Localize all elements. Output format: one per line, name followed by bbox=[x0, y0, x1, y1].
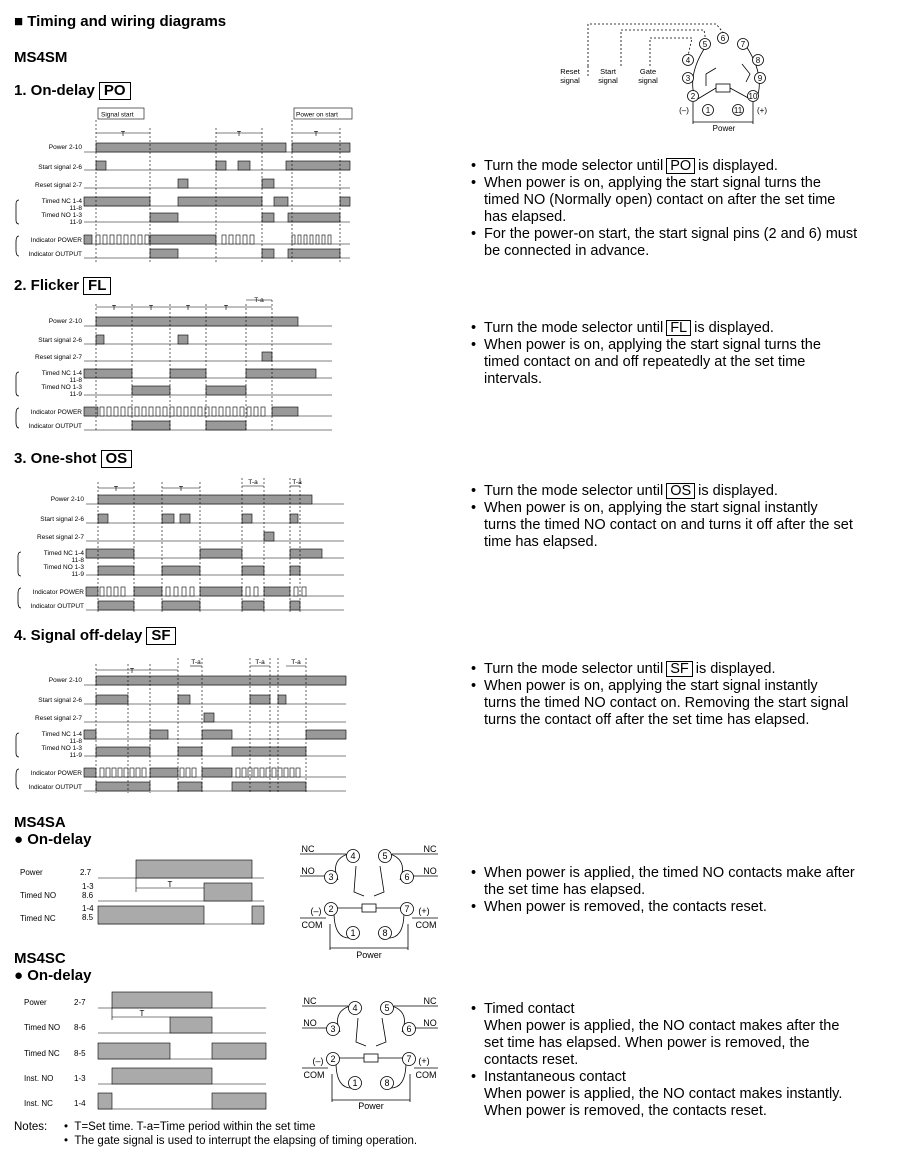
sa-pin5: 5 bbox=[382, 851, 388, 861]
sf-lbl-no1: Timed NO 1-3 bbox=[41, 745, 82, 752]
sf-bullet-2 bbox=[468, 678, 848, 729]
w-pin7: 7 bbox=[740, 40, 746, 49]
sa-w-minus: (–) bbox=[310, 906, 322, 916]
w-reset: Reset bbox=[560, 67, 580, 76]
sc-bullet-2 bbox=[468, 1069, 842, 1120]
note-1-text: T=Set time. T-a=Time period within the set time bbox=[74, 1121, 316, 1133]
sf-description bbox=[468, 661, 848, 729]
sa-pin2: 2 bbox=[328, 904, 334, 914]
po-lbl-start: Start signal 2-6 bbox=[38, 164, 82, 171]
sa-w-no-r: NO bbox=[423, 866, 437, 876]
w-pin4: 4 bbox=[685, 56, 691, 65]
sc-bullet-1 bbox=[468, 1001, 842, 1069]
po-b2-l2: timed NO (Normally open) contact on after the set time bbox=[484, 192, 836, 208]
sc-w-no-l: NO bbox=[303, 1018, 317, 1028]
os-b2-l1: When power is on, applying the start signal instantly bbox=[484, 500, 818, 516]
sf-b1-pre: Turn the mode selector until bbox=[484, 661, 664, 677]
w-pin5: 5 bbox=[702, 40, 708, 49]
po-description bbox=[468, 158, 857, 260]
ms4sm-wiring-diagram bbox=[556, 16, 778, 138]
model-ms4sc: MS4SC bbox=[14, 950, 66, 967]
w-power: Power bbox=[712, 124, 736, 133]
os-ta1: T-a bbox=[248, 479, 258, 486]
fl-lbl-nc2: 11-8 bbox=[69, 377, 82, 384]
po-timing-chart bbox=[14, 104, 354, 266]
po-lbl-indoutput: Indicator OUTPUT bbox=[28, 251, 82, 258]
po-lbl-nc1: Timed NC 1-4 bbox=[41, 198, 82, 205]
sf-b1-post: is displayed. bbox=[695, 661, 776, 677]
po-bullet-1 bbox=[468, 158, 857, 175]
sf-ta3: T-a bbox=[291, 659, 301, 666]
sc-w-nc-r: NC bbox=[423, 996, 437, 1006]
sf-lbl-start: Start signal 2-6 bbox=[38, 697, 82, 704]
sc-pin3: 3 bbox=[330, 1024, 336, 1034]
po-b1-code: PO bbox=[666, 158, 695, 174]
sa-t: T bbox=[167, 880, 173, 889]
sf-b2-l3: turns the contact off after the set time has elapsed. bbox=[484, 712, 810, 728]
sf-lbl-indpower: Indicator POWER bbox=[30, 770, 82, 777]
sa-lbl-nc: Timed NC bbox=[20, 914, 56, 923]
po-b3-l2: be connected in advance. bbox=[484, 243, 650, 259]
sc-pin7: 7 bbox=[406, 1054, 412, 1064]
sa-b1-l2: the set time has elapsed. bbox=[484, 882, 646, 898]
fl-b2-l3: intervals. bbox=[484, 371, 543, 387]
po-b1-pre: Turn the mode selector until bbox=[484, 158, 664, 174]
sc-lbl-inopins: 1-3 bbox=[74, 1074, 86, 1083]
fl-lbl-no2: 11-9 bbox=[69, 391, 82, 398]
sf-lbl-indoutput: Indicator OUTPUT bbox=[28, 784, 82, 791]
sc-lbl-incpins: 1-4 bbox=[74, 1099, 86, 1108]
sc-w-plus: (+) bbox=[418, 1056, 430, 1066]
sa-pin6: 6 bbox=[404, 872, 410, 882]
fl-lbl-power: Power 2-10 bbox=[48, 318, 82, 325]
po-code: PO bbox=[99, 82, 131, 100]
sf-bullet-1 bbox=[468, 661, 848, 678]
os-title bbox=[14, 450, 132, 468]
sa-title: ● On-delay bbox=[14, 831, 92, 848]
po-signal-start: Signal start bbox=[101, 111, 134, 119]
po-t1: T bbox=[120, 131, 126, 138]
os-t1: T bbox=[113, 486, 119, 493]
os-lbl-indpower: Indicator POWER bbox=[32, 589, 84, 596]
fl-t1: T bbox=[111, 305, 117, 312]
sa-w-com-r: COM bbox=[415, 920, 437, 930]
sa-wiring-diagram bbox=[294, 840, 444, 964]
po-lbl-power: Power 2-10 bbox=[48, 144, 82, 151]
sf-lbl-no2: 11-9 bbox=[69, 752, 82, 759]
sa-b1-l1: When power is applied, the timed NO contacts make after bbox=[484, 865, 855, 881]
po-title-text: 1. On-delay bbox=[14, 82, 95, 99]
sc-pin1: 1 bbox=[352, 1078, 358, 1088]
po-bullet-2 bbox=[468, 175, 857, 226]
sf-title-text: 4. Signal off-delay bbox=[14, 627, 143, 644]
sc-w-nc-l: NC bbox=[303, 996, 317, 1006]
sc-t: T bbox=[139, 1009, 145, 1018]
sc-pin6: 6 bbox=[406, 1024, 412, 1034]
fl-lbl-indoutput: Indicator OUTPUT bbox=[28, 423, 82, 430]
sc-lbl-power: Power bbox=[24, 998, 47, 1007]
w-signal2: signal bbox=[598, 76, 618, 85]
os-bullet-2 bbox=[468, 500, 853, 551]
po-lbl-indpower: Indicator POWER bbox=[30, 237, 82, 244]
fl-lbl-nc1: Timed NC 1-4 bbox=[41, 370, 82, 377]
os-lbl-start: Start signal 2-6 bbox=[40, 516, 84, 523]
po-b2-l3: has elapsed. bbox=[484, 209, 567, 225]
w-plus: (+) bbox=[757, 106, 767, 115]
sa-lbl-ncpins1: 1-4 bbox=[82, 904, 94, 913]
w-pin2: 2 bbox=[690, 92, 696, 101]
os-lbl-indoutput: Indicator OUTPUT bbox=[30, 603, 84, 610]
po-lbl-nc2: 11-8 bbox=[69, 205, 82, 212]
os-b1-code: OS bbox=[666, 483, 695, 499]
fl-b1-pre: Turn the mode selector until bbox=[484, 320, 664, 336]
w-pin3: 3 bbox=[685, 74, 691, 83]
w-pin6: 6 bbox=[720, 34, 726, 43]
fl-lbl-start: Start signal 2-6 bbox=[38, 337, 82, 344]
fl-b2-l1: When power is on, applying the start signal turns the bbox=[484, 337, 821, 353]
sc-pin4: 4 bbox=[352, 1003, 358, 1013]
fl-t2: T bbox=[148, 305, 154, 312]
sa-pin1: 1 bbox=[350, 928, 356, 938]
fl-b1-post: is displayed. bbox=[694, 320, 774, 336]
sf-b1-code: SF bbox=[666, 661, 693, 677]
sa-lbl-ncpins2: 8.5 bbox=[82, 913, 94, 922]
sc-lbl-nc: Timed NC bbox=[24, 1049, 60, 1058]
po-lbl-no1: Timed NO 1-3 bbox=[41, 212, 82, 219]
sc-lbl-ncpins: 8-5 bbox=[74, 1049, 86, 1058]
po-lbl-reset: Reset signal 2-7 bbox=[35, 182, 82, 189]
sa-lbl-power: Power bbox=[20, 868, 43, 877]
sc-pin2: 2 bbox=[330, 1054, 336, 1064]
sc-wiring-diagram bbox=[294, 990, 444, 1114]
os-lbl-power: Power 2-10 bbox=[50, 496, 84, 503]
os-lbl-no1: Timed NO 1-3 bbox=[43, 564, 84, 571]
fl-lbl-no1: Timed NO 1-3 bbox=[41, 384, 82, 391]
sc-lbl-ppins: 2-7 bbox=[74, 998, 86, 1007]
os-lbl-nc1: Timed NC 1-4 bbox=[43, 550, 84, 557]
fl-t4: T bbox=[223, 305, 229, 312]
os-ta2: T-a bbox=[292, 479, 302, 486]
sf-t1: T bbox=[129, 668, 135, 675]
sc-b1-l4: contacts reset. bbox=[484, 1052, 579, 1068]
sc-w-no-r: NO bbox=[423, 1018, 437, 1028]
sa-bullet-2 bbox=[468, 899, 855, 916]
fl-b2-l2: timed contact on and off repeatedly at the set time bbox=[484, 354, 806, 370]
heading-text: Timing and wiring diagrams bbox=[27, 13, 227, 30]
sc-title: ● On-delay bbox=[14, 967, 92, 984]
sc-b2-l1: Instantaneous contact bbox=[484, 1069, 626, 1085]
note-2: • The gate signal is used to interrupt the elapsing of timing operation. bbox=[64, 1135, 418, 1147]
sc-timing-chart bbox=[14, 988, 270, 1114]
sa-w-no-l: NO bbox=[301, 866, 315, 876]
sc-b1-l1: Timed contact bbox=[484, 1001, 575, 1017]
sa-description bbox=[468, 865, 855, 916]
fl-title bbox=[14, 277, 111, 295]
os-b2-l2: turns the timed NO contact on and turns it off after the set bbox=[484, 517, 853, 533]
sa-lbl-ppins: 2.7 bbox=[80, 868, 92, 877]
sa-b2-l1: When power is removed, the contacts reset. bbox=[484, 899, 767, 915]
fl-lbl-indpower: Indicator POWER bbox=[30, 409, 82, 416]
sc-lbl-inc: Inst. NC bbox=[24, 1099, 53, 1108]
w-minus: (–) bbox=[679, 106, 689, 115]
os-lbl-no2: 11-9 bbox=[71, 571, 84, 578]
w-pin1: 1 bbox=[705, 106, 711, 115]
os-t2: T bbox=[178, 486, 184, 493]
sa-pin8: 8 bbox=[382, 928, 388, 938]
sf-timing-chart bbox=[14, 654, 354, 800]
fl-ta: T-a bbox=[254, 297, 264, 304]
sa-w-plus: (+) bbox=[418, 906, 430, 916]
note-1: • T=Set time. T-a=Time period within the set time bbox=[64, 1121, 316, 1133]
po-lbl-no2: 11-9 bbox=[69, 219, 82, 226]
w-signal3: signal bbox=[638, 76, 658, 85]
w-pin10: 10 bbox=[748, 92, 758, 101]
sf-title bbox=[14, 627, 176, 645]
os-timing-chart bbox=[14, 474, 354, 616]
sc-w-minus: (–) bbox=[312, 1056, 324, 1066]
po-b3-l1: For the power-on start, the start signal pins (2 and 6) must bbox=[484, 226, 858, 242]
sa-bullet-1 bbox=[468, 865, 855, 899]
fl-title-text: 2. Flicker bbox=[14, 277, 80, 294]
sc-w-com-r: COM bbox=[415, 1070, 437, 1080]
sc-pin8: 8 bbox=[384, 1078, 390, 1088]
fl-bullet-1 bbox=[468, 320, 821, 337]
sc-b2-l3: When power is removed, the contacts reset. bbox=[484, 1103, 767, 1119]
po-power-on-start: Power on start bbox=[296, 111, 338, 119]
sa-pin7: 7 bbox=[404, 904, 410, 914]
fl-bullet-2 bbox=[468, 337, 821, 388]
sc-w-com-l: COM bbox=[303, 1070, 325, 1080]
fl-code: FL bbox=[83, 277, 111, 295]
sc-lbl-no: Timed NO bbox=[24, 1023, 61, 1032]
sf-b2-l2: turns the timed NO contact on. Removing the start signal bbox=[484, 695, 849, 711]
sf-code: SF bbox=[146, 627, 175, 645]
po-b2-l1: When power is on, applying the start signal turns the bbox=[484, 175, 821, 191]
model-ms4sm: MS4SM bbox=[14, 49, 68, 66]
sf-ta2: T-a bbox=[255, 659, 265, 666]
sc-lbl-ino: Inst. NO bbox=[24, 1074, 54, 1083]
os-lbl-nc2: 11-8 bbox=[71, 557, 84, 564]
sc-lbl-nopins: 8-6 bbox=[74, 1023, 86, 1032]
w-start: Start bbox=[600, 67, 616, 76]
sf-lbl-reset: Reset signal 2-7 bbox=[35, 715, 82, 722]
os-title-text: 3. One-shot bbox=[14, 450, 97, 467]
po-t2: T bbox=[236, 131, 242, 138]
model-ms4sa: MS4SA bbox=[14, 814, 66, 831]
po-title bbox=[14, 82, 131, 100]
notes-label: Notes: bbox=[14, 1121, 48, 1133]
w-pin9: 9 bbox=[757, 74, 763, 83]
fl-timing-chart bbox=[14, 296, 354, 438]
w-signal1: signal bbox=[560, 76, 580, 85]
fl-lbl-reset: Reset signal 2-7 bbox=[35, 354, 82, 361]
os-lbl-reset: Reset signal 2-7 bbox=[37, 534, 84, 541]
sc-b1-l2: When power is applied, the NO contact makes after the bbox=[484, 1018, 840, 1034]
os-b1-pre: Turn the mode selector until bbox=[484, 483, 664, 499]
section-heading: ■ Timing and wiring diagrams bbox=[14, 13, 227, 30]
sf-lbl-nc2: 11-8 bbox=[69, 738, 82, 745]
po-bullet-3 bbox=[468, 226, 857, 260]
sa-w-nc-r: NC bbox=[423, 844, 437, 854]
sa-lbl-nopins2: 8.6 bbox=[82, 891, 94, 900]
fl-blink bbox=[100, 407, 265, 416]
sa-pin3: 3 bbox=[328, 872, 334, 882]
po-t3: T bbox=[313, 131, 319, 138]
sc-title-text: On-delay bbox=[27, 967, 92, 984]
w-gate: Gate bbox=[639, 67, 657, 76]
sa-title-text: On-delay bbox=[27, 831, 92, 848]
sf-ta1: T-a bbox=[191, 659, 201, 666]
os-bullet-1 bbox=[468, 483, 853, 500]
os-description bbox=[468, 483, 853, 551]
os-b2-l3: time has elapsed. bbox=[484, 534, 598, 550]
sf-lbl-nc1: Timed NC 1-4 bbox=[41, 731, 82, 738]
sc-pin5: 5 bbox=[384, 1003, 390, 1013]
sc-description bbox=[468, 1001, 842, 1120]
sa-lbl-nopins1: 1-3 bbox=[82, 882, 94, 891]
w-pin11: 11 bbox=[733, 106, 743, 115]
po-b1-post: is displayed. bbox=[698, 158, 778, 174]
notes bbox=[14, 1120, 417, 1148]
sa-w-nc-l: NC bbox=[301, 844, 315, 854]
fl-t3: T bbox=[185, 305, 191, 312]
sf-lbl-power: Power 2-10 bbox=[48, 677, 82, 684]
sa-w-power: Power bbox=[356, 950, 382, 960]
fl-b1-code: FL bbox=[666, 320, 691, 336]
note-2-text: The gate signal is used to interrupt the elapsing of timing operation. bbox=[74, 1135, 418, 1147]
os-b1-post: is displayed. bbox=[698, 483, 778, 499]
fl-description bbox=[468, 320, 821, 388]
sc-w-power: Power bbox=[358, 1101, 384, 1111]
sf-b2-l1: When power is on, applying the start signal instantly bbox=[484, 678, 818, 694]
sc-b2-l2: When power is applied, the NO contact makes instantly. bbox=[484, 1086, 843, 1102]
os-code: OS bbox=[101, 450, 133, 468]
sa-w-com-l: COM bbox=[301, 920, 323, 930]
sa-pin4: 4 bbox=[350, 851, 356, 861]
sa-lbl-no: Timed NO bbox=[20, 891, 57, 900]
sa-timing-chart bbox=[14, 852, 268, 932]
w-pin8: 8 bbox=[755, 56, 761, 65]
sc-b1-l3: set time has elapsed. When power is removed, the bbox=[484, 1035, 810, 1051]
